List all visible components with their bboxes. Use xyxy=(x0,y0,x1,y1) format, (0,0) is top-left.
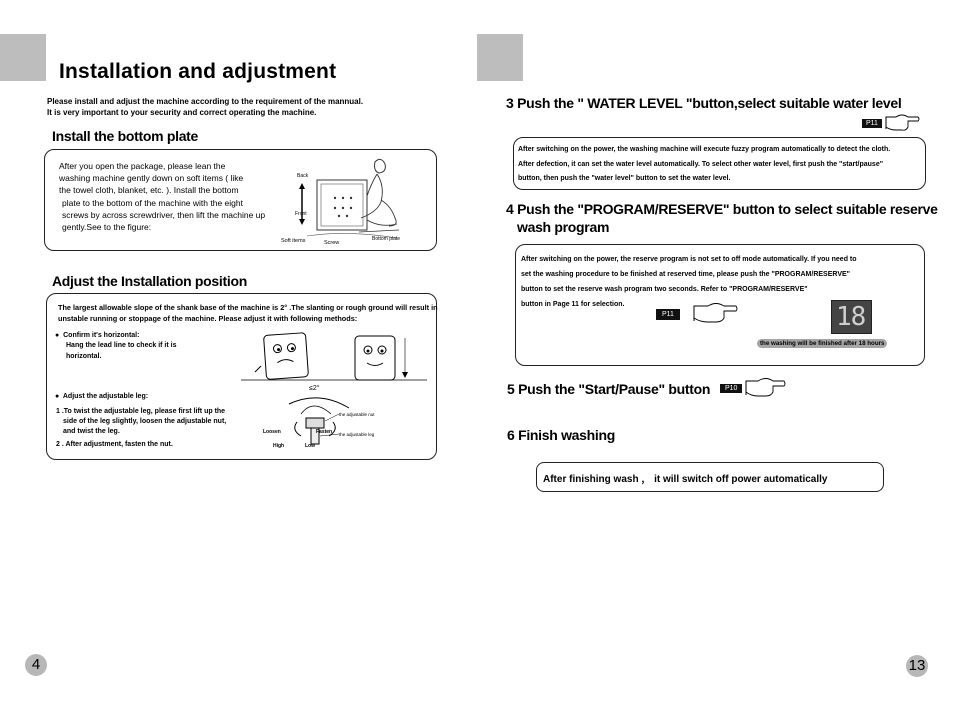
fig-label-bottom-plate: Bottom plate xyxy=(372,236,401,242)
adjust-leg-heading xyxy=(55,393,148,400)
step4-line: set the washing procedure to be finished at reserved time, please push the "PROGRAM/RESERVE" xyxy=(521,271,850,278)
adjust-intro-line: The largest allowable slope of the shank base of the machine is 2° .The slanting or rough ground will result in xyxy=(58,303,438,312)
step4-text xyxy=(521,252,857,312)
bottom-plate-text xyxy=(59,160,265,233)
adjust-box xyxy=(46,293,437,460)
bp-line: screws by across screwdriver, then lift the machine up xyxy=(62,209,266,220)
step6-box xyxy=(536,462,884,492)
page-number-right: 13 xyxy=(906,655,928,677)
bp-line: plate to the bottom of the machine with the eight xyxy=(62,197,243,208)
pointing-hand-icon xyxy=(692,301,738,323)
fig-label-soft-items: Soft items xyxy=(281,238,306,244)
step4-line: After switching on the power, the reserve program is not set to off mode automatically. If you need to xyxy=(521,256,857,263)
step4-heading-line: wash program xyxy=(517,219,610,235)
step3-line: button, then push the "water level" button to set the water level. xyxy=(518,175,731,182)
step1-line: and twist the leg. xyxy=(63,428,120,435)
fig-label-adjustable-leg: the adjustable leg xyxy=(339,432,375,437)
confirm-line xyxy=(55,331,176,341)
step4-p11-badge: P11 xyxy=(656,309,680,320)
step6-text: After finishing wash ， it will switch off power automatically xyxy=(543,474,828,485)
pointing-hand-icon xyxy=(744,377,786,397)
pointing-hand-icon xyxy=(884,113,920,131)
bp-line: washing machine gently down on soft items ( like xyxy=(59,173,244,184)
reserve-time-display xyxy=(831,300,872,334)
adjust-intro-line: unstable running or stoppage of the machine. Please adjust it with following methods: xyxy=(58,313,358,323)
right-header-tab xyxy=(477,34,523,81)
install-bottom-plate-figure xyxy=(277,152,432,248)
page-title: Installation and adjustment xyxy=(59,60,337,83)
confirm-line: Hang the lead line to check if it is xyxy=(66,342,177,350)
bottom-plate-heading: Install the bottom plate xyxy=(52,128,199,144)
confirm-horizontal xyxy=(55,331,176,362)
step3-text xyxy=(518,143,890,187)
step4-heading xyxy=(506,200,938,236)
step1-line: side of the leg slightly, loosen the adjustable nut, xyxy=(63,418,227,425)
step5-heading: 5 Push the "Start/Pause" button xyxy=(507,381,711,397)
adjust-intro xyxy=(58,303,438,324)
step4-heading-line: 4 Push the "PROGRAM/RESERVE" button to select suitable reserve xyxy=(506,201,938,217)
page-number-left: 4 xyxy=(25,654,47,676)
slope-angle-label: ≤2° xyxy=(309,385,320,392)
adjustable-leg-figure xyxy=(259,394,429,458)
bp-line: gently.See to the figure: xyxy=(62,222,152,233)
leg-heading-text: Adjust the adjustable leg: xyxy=(62,393,149,400)
step4-line: button in Page 11 for selection. xyxy=(521,301,625,308)
adjust-heading: Adjust the Installation position xyxy=(52,273,247,289)
step4-line: button to set the reserve wash program two seconds. Refer to "PROGRAM/RESERVE" xyxy=(521,286,808,293)
fig-label-back: Back xyxy=(297,173,309,179)
horizontal-check-figure xyxy=(237,326,433,394)
fig-label-fasten: Fasten xyxy=(316,429,333,435)
fig-label-high: High xyxy=(273,443,285,449)
step3-heading: 3 Push the " WATER LEVEL "button,select suitable water level xyxy=(506,95,902,111)
intro-line-2: It is very important to your security and correct operating the machine. xyxy=(47,108,317,117)
display-digits: 18 xyxy=(836,302,866,332)
step4-box xyxy=(515,244,925,366)
step3-box xyxy=(513,137,926,190)
bullet-icon: ● xyxy=(55,332,60,339)
step3-line: After switching on the power, the washing machine will execute fuzzy program automatically to detect the cloth. xyxy=(518,146,891,153)
step3-p11-badge: P11 xyxy=(862,119,882,128)
left-header-tab xyxy=(0,34,46,81)
step1-line: 1 .To twist the adjustable leg, please first lift up the xyxy=(56,408,226,415)
fig-label-front: Front xyxy=(295,211,307,217)
step4-note: the washing will be finished after 18 hours xyxy=(757,339,887,348)
confirm-line: horizontal. xyxy=(66,352,102,360)
bottom-plate-box xyxy=(44,149,437,251)
confirm-title: Confirm it's horizontal: xyxy=(63,332,140,339)
fig-label-screw: Screw xyxy=(324,240,340,246)
intro-line-1: Please install and adjust the machine according to the requirement of the mannual. xyxy=(47,97,364,106)
bp-line: After you open the package, please lean the xyxy=(59,161,226,171)
adjust-step-1 xyxy=(56,407,226,437)
fig-label-low: Low xyxy=(305,443,315,449)
step5-p10-badge: P10 xyxy=(720,384,742,393)
fig-label-adjustable-nut: the adjustable nut xyxy=(339,412,375,417)
bullet-icon: ● xyxy=(55,393,60,400)
bp-line: the towel cloth, blanket, etc. ). Install the bottom xyxy=(59,185,239,196)
step6-heading: 6 Finish washing xyxy=(507,427,615,443)
step3-line: After defection, it can set the water level automatically. To select other water level, first push the "start/pause" xyxy=(518,160,884,168)
fig-label-loosen: Loosen xyxy=(263,429,281,435)
adjust-step-2: 2 . After adjustment, fasten the nut. xyxy=(56,441,173,448)
